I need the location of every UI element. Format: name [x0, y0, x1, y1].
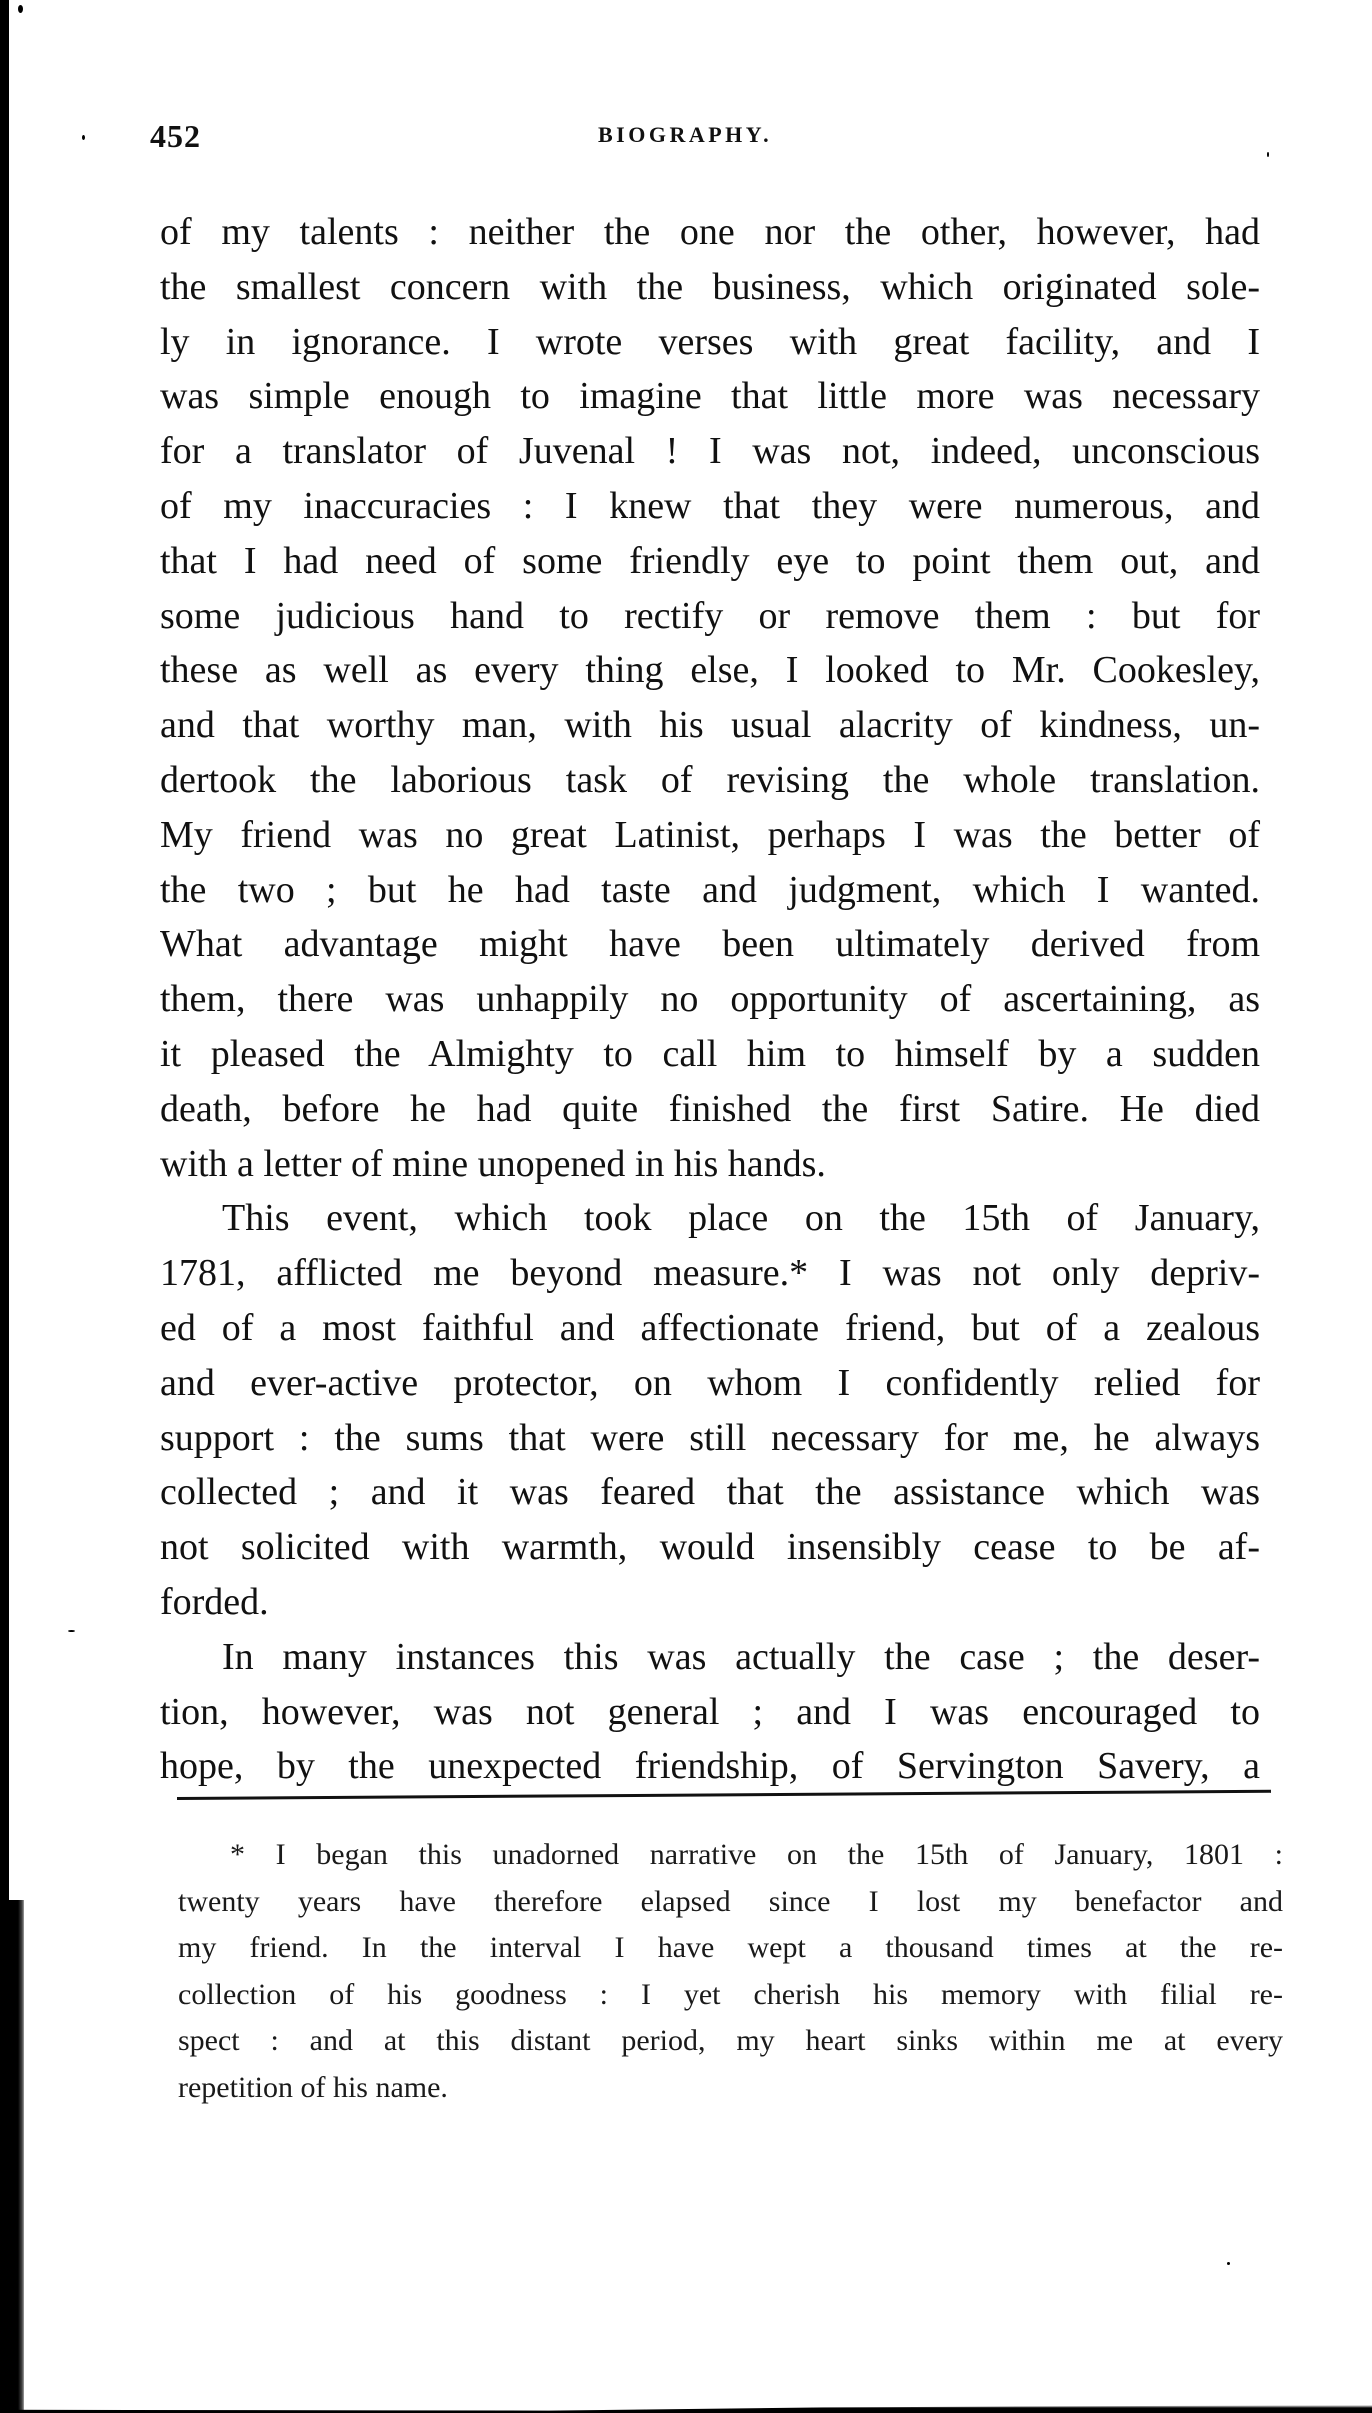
text-line: and ever-active protector, on whom I confidently relied for	[160, 1361, 1260, 1404]
text-line: My friend was no great Latinist, perhaps I was the better of	[160, 813, 1260, 856]
body-text	[160, 205, 1260, 1794]
scan-speck	[68, 1630, 75, 1632]
footnote-line: my friend. In the interval I have wept a thousand times at the re-	[178, 1931, 1283, 1964]
book-spine-shadow-bottom	[0, 1900, 24, 2413]
page-bottom-edge-shadow	[0, 2405, 1372, 2413]
footnote-line: spect : and at this distant period, my heart sinks within me at every	[178, 2024, 1283, 2057]
text-line: the two ; but he had taste and judgment, which I wanted.	[160, 868, 1260, 911]
text-line: of my inaccuracies : I knew that they were numerous, and	[160, 484, 1260, 527]
running-head	[0, 0, 1372, 160]
text-line: In many instances this was actually the case ; the deser-	[222, 1635, 1260, 1678]
scan-speck	[1227, 2262, 1230, 2265]
footnote	[178, 1832, 1283, 2111]
text-line: of my talents : neither the one nor the other, however, had	[160, 211, 1260, 253]
paragraph	[160, 1630, 1260, 1794]
text-line: death, before he had quite finished the first Satire. He died	[160, 1087, 1260, 1130]
text-line: 1781, afflicted me beyond measure.* I was not only depriv-	[160, 1252, 1260, 1295]
text-line: with a letter of mine unopened in his hands.	[160, 1142, 826, 1185]
text-line: these as well as every thing else, I looked to Mr. Cookesley,	[160, 649, 1260, 692]
footnote-line: repetition of his name.	[178, 2070, 448, 2104]
text-line: tion, however, was not general ; and I was encouraged to	[160, 1690, 1260, 1733]
text-line: forded.	[160, 1580, 269, 1623]
text-line: it pleased the Almighty to call him to himself by a sudden	[160, 1032, 1260, 1075]
paragraph	[160, 1191, 1260, 1629]
footnote-line: * I began this unadorned narrative on the 15th of January, 1801 :	[230, 1838, 1283, 1871]
text-line: some judicious hand to rectify or remove them : but for	[160, 594, 1260, 637]
text-line: was simple enough to imagine that little more was necessary	[160, 375, 1260, 418]
text-line: hope, by the unexpected friendship, of Servington Savery, a	[160, 1745, 1260, 1788]
paragraph	[160, 205, 1260, 1191]
text-line: and that worthy man, with his usual alacrity of kindness, un-	[160, 704, 1260, 747]
text-line: dertook the laborious task of revising the whole translation.	[160, 758, 1260, 801]
text-line: for a translator of Juvenal ! I was not, indeed, unconscious	[160, 430, 1260, 473]
running-title: BIOGRAPHY.	[598, 122, 773, 147]
text-line: This event, which took place on the 15th of January,	[222, 1197, 1260, 1240]
text-line: What advantage might have been ultimately derived from	[160, 923, 1260, 966]
text-line: support : the sums that were still necessary for me, he always	[160, 1416, 1260, 1459]
text-line: ed of a most faithful and affectionate friend, but of a zealous	[160, 1306, 1260, 1349]
text-line: the smallest concern with the business, which originated sole-	[160, 265, 1260, 308]
text-line: not solicited with warmth, would insensibly cease to be af-	[160, 1526, 1260, 1569]
text-line: that I had need of some friendly eye to point them out, and	[160, 539, 1260, 582]
text-line: collected ; and it was feared that the assistance which was	[160, 1471, 1260, 1514]
footnote-line: collection of his goodness : I yet cherish his memory with filial re-	[178, 1977, 1283, 2011]
text-line: them, there was unhappily no opportunity of ascertaining, as	[160, 978, 1260, 1021]
footnote-line: twenty years have therefore elapsed since I lost my benefactor and	[178, 1884, 1283, 1918]
page-number: 452	[150, 118, 201, 154]
text-line: ly in ignorance. I wrote verses with great facility, and I	[160, 320, 1260, 363]
